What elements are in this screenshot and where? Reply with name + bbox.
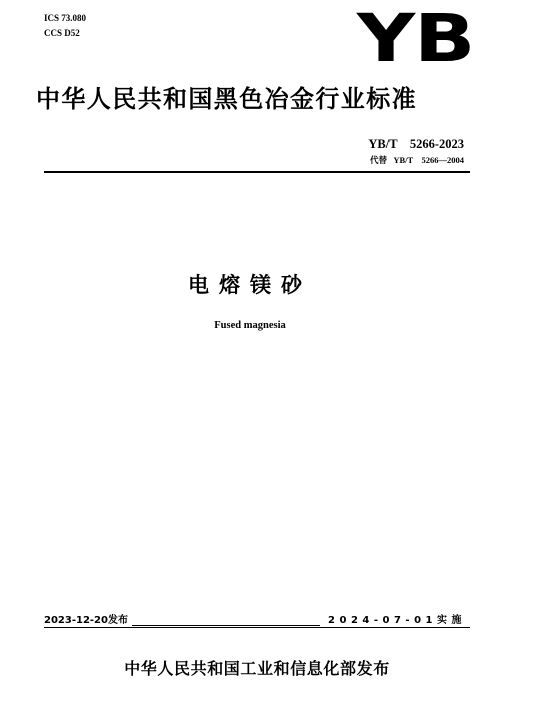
yb-logo: YB — [356, 0, 474, 77]
publisher: 中华人民共和国工业和信息化部发布 — [124, 659, 390, 678]
standard-category-title: 中华人民共和国黑色冶金行业标准 — [36, 85, 417, 113]
replaces-standard: 代替 YB/T 5266—2004 — [369, 155, 464, 165]
ics-code: ICS 73.080 — [44, 13, 87, 23]
footer-divider — [44, 627, 470, 628]
date-separator-line — [132, 625, 320, 626]
implementation-date: 2024-07-01实施 — [328, 615, 466, 626]
issue-date: 2023-12-20发布 — [44, 615, 128, 626]
ccs-code: CCS D52 — [44, 28, 80, 38]
document-title-chinese: 电熔镁砂 — [188, 273, 312, 297]
standard-number: YB/T 5266-2023 — [368, 137, 464, 151]
header-divider — [44, 171, 470, 173]
document-title-english: Fused magnesia — [214, 320, 286, 331]
